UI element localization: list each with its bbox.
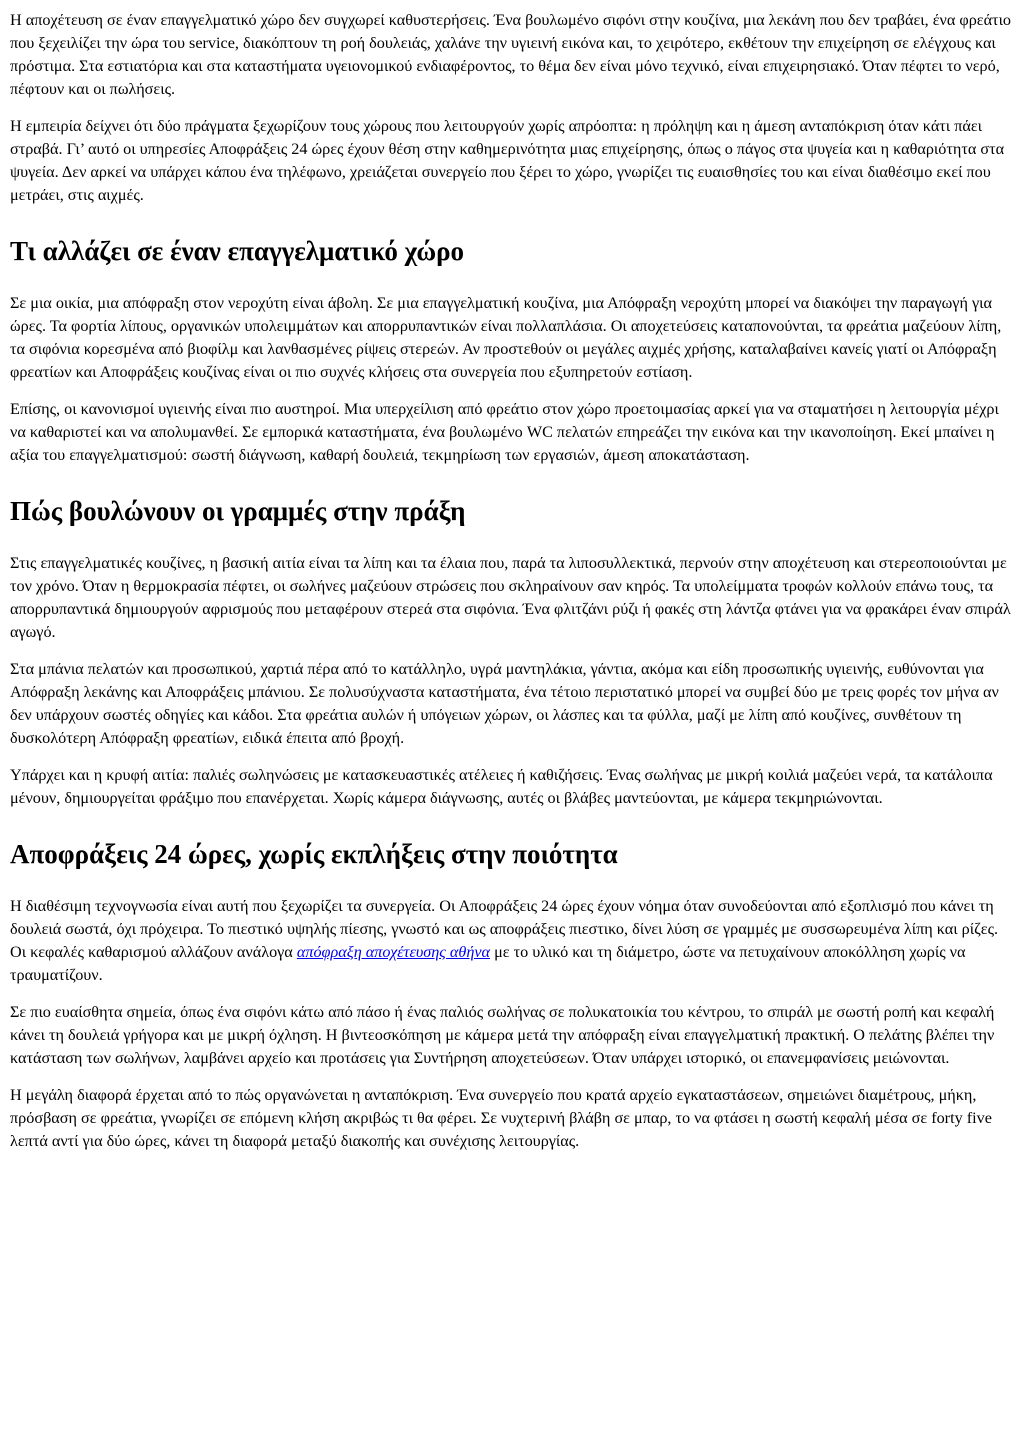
section3-paragraph-3: Η μεγάλη διαφορά έρχεται από το πώς οργανώνεται η ανταπόκριση. Ένα συνεργείο που κρατά αρχείο εγκαταστάσεων, σημειώνει διαμέτρους, μήκη, πρόσβαση σε φρεάτια, γνωρίζει σε επόμενη κλήση ακριβώς τι θα φέρει. Σε νυχτερινή βλάβη σε μπαρ, το να φτάσει η σωστή κεφαλή μέσα σε forty five λεπτά αντί για δύο ώρες, κάνει τη διαφορά μεταξύ διακοπής και συνέχισης λειτουργίας.	[10, 1086, 992, 1150]
section1-paragraph-2: Επίσης, οι κανονισμοί υγιεινής είναι πιο αυστηροί. Μια υπερχείλιση από φρεάτιο στον χώρο προετοιμασίας αρκεί για να σταματήσει η λειτουργία μέχρι να καθαριστεί και να απολυμανθεί. Σε εμπορικά καταστήματα, ένα βουλωμένο WC πελατών επηρεάζει την εικόνα και την ικανοποίηση. Εκεί μπαίνει η αξία του επαγγελματισμού: σωστή διάγνωση, καθαρή δουλειά, τεκμηρίωση των εργασιών, άμεση αποκατάσταση.	[10, 400, 999, 464]
intro-paragraph-1: Η αποχέτευση σε έναν επαγγελματικό χώρο δεν συγχωρεί καθυστερήσεις. Ένα βουλωμένο σιφόνι στην κουζίνα, μια λεκάνη που δεν τραβάει, ένα φρεάτιο που ξεχειλίζει την ώρα του service, διακόπτουν τη ροή δουλειάς, χαλάνε την υγιεινή εικόνα και, το χειρότερο, εκθέτουν την επιχείρηση σε ελέγχους και πρόστιμα. Στα εστιατόρια και στα καταστήματα υγειονομικού ενδιαφέροντος, το θέμα δεν είναι μόνο τεχνικό, είναι επιχειρησιακό. Όταν πέφτει το νερό, πέφτουν και οι πωλήσεις.	[10, 11, 1012, 98]
section-heading-professional-space: Τι αλλάζει σε έναν επαγγελματικό χώρο	[10, 236, 465, 266]
section3-paragraph-1	[10, 895, 1014, 987]
section2-paragraph-3: Υπάρχει και η κρυφή αιτία: παλιές σωληνώσεις με κατασκευαστικές ατέλειες ή καθιζήσεις. Ένας σωλήνας με μικρή κοιλιά μαζεύει νερά, τα κατάλοιπα μένουν, δημιουργείται φράξιμο που επανέρχεται. Χωρίς κάμερα διάγνωσης, αυτές οι βλάβες μαντεύονται, με κάμερα τεκμηριώνονται.	[10, 766, 993, 807]
section3-paragraph-2: Σε πιο ευαίσθητα σημεία, όπως ένα σιφόνι κάτω από πάσο ή ένας παλιός σωλήνας σε πολυκατοικία του κέντρου, το σπιράλ με σωστή ροπή και κεφαλή κάνει τη δουλειά γρήγορα και με μικρή όχληση. Η βιντεοσκόπηση με κάμερα μετά την απόφραξη είναι επαγγελματική πρακτική. Ο πελάτης βλέπει την κατάσταση των σωλήνων, λαμβάνει αρχείο και προτάσεις για Συντήρηση αποχετεύσεων. Όταν υπάρχει ιστορικό, οι επανεμφανίσεις μειώνονται.	[10, 1003, 995, 1067]
section3-paragraph-1-text-before: Η διαθέσιμη τεχνογνωσία είναι αυτή που ξεχωρίζει τα συνεργεία. Οι Αποφράξεις 24 ώρες έχουν νόημα όταν συνοδεύονται από εξοπλισμό που κάνει τη δουλειά σωστά, όχι πρόχειρα. Το πιεστικό υψηλής πίεσης, γνωστό και ως αποφράξεις πιεστικο, δίνει λύση σε γραμμές με συσσωρευμένα λίπη και ρίζες. Οι κεφαλές καθαρισμού αλλάζουν ανάλογα	[10, 897, 999, 961]
section1-paragraph-1: Σε μια οικία, μια απόφραξη στον νεροχύτη είναι άβολη. Σε μια επαγγελματική κουζίνα, μια Απόφραξη νεροχύτη μπορεί να διακόψει την παραγωγή για ώρες. Τα φορτία λίπους, οργανικών υπολειμμάτων και απορρυπαντικών είναι πολλαπλάσια. Οι αποχετεύσεις καταπονούνται, τα φρεάτια μαζεύουν λίπη, τα σιφόνια κορεσμένα από βιοφίλμ και λανθασμένες ρίψεις στερεών. Αν προστεθούν οι μεγάλες αιχμές χρήσης, καταλαβαίνει κανείς γιατί οι Απόφραξη φρεατίων και Αποφράξεις κουζίνας είναι οι πιο συχνές κλήσεις στα συνεργεία που εξυπηρετούν εστίαση.	[10, 294, 1002, 381]
section-heading-24h-unclogging: Αποφράξεις 24 ώρες, χωρίς εκπλήξεις στην ποιότητα	[10, 839, 618, 869]
intro-paragraph-2: Η εμπειρία δείχνει ότι δύο πράγματα ξεχωρίζουν τους χώρους που λειτουργούν χωρίς απρόοπτα: η πρόληψη και η άμεση ανταπόκριση όταν κάτι πάει στραβά. Γι’ αυτό οι υπηρεσίες Αποφράξεις 24 ώρες έχουν θέση στην καθημερινότητα μιας επιχείρησης, όπως ο πάγος στα ψυγεία και η καθαριότητα στα ψυγεία. Δεν αρκεί να υπάρχει κάπου ένα τηλέφωνο, χρειάζεται συνεργείο που ξέρει το χώρο, γνωρίζει τις ευαισθησίες του και είναι διαθέσιμο εκεί που μετράει, στις αιχμές.	[10, 117, 1005, 204]
section2-paragraph-1: Στις επαγγελματικές κουζίνες, η βασική αιτία είναι τα λίπη και τα έλαια που, παρά τα λιποσυλλεκτικά, περνούν στην αποχέτευση και στερεοποιούνται με τον χρόνο. Όταν η θερμοκρασία πέφτει, οι σωλήνες μαζεύουν στρώσεις που σκληραίνουν σαν κηρός. Τα υπολείμματα τροφών κολλούν επάνω τους, τα απορρυπαντικά δημιουργούν αφρισμούς που μεταφέρουν στερεά στα σιφόνια. Ένα φλιτζάνι ρύζι ή φακές στη λάντζα φτάνει για να φρακάρει έναν σπιράλ αγωγό.	[10, 554, 1011, 641]
drain-unclogging-athens-link[interactable]: απόφραξη αποχέτευσης αθήνα	[296, 943, 491, 961]
section-heading-how-lines-clog: Πώς βουλώνουν οι γραμμές στην πράξη	[10, 496, 466, 526]
section2-paragraph-2: Στα μπάνια πελατών και προσωπικού, χαρτιά πέρα από το κατάλληλο, υγρά μαντηλάκια, γάντια, ακόμα και είδη προσωπικής υγιεινής, ευθύνονται για Απόφραξη λεκάνης και Αποφράξεις μπάνιου. Σε πολυσύχναστα καταστήματα, ένα τέτοιο περιστατικό μπορεί να συμβεί δύο με τρεις φορές τον μήνα αν δεν υπάρχουν σωστές οδηγίες και κάδοι. Στα φρεάτια αυλών ή υπόγειων χώρων, οι λάσπες και τα φύλλα, μαζί με λίπη από κουζίνες, συνθέτουν τη δυσκολότερη Απόφραξη φρεατίων, ειδικά έπειτα από βροχή.	[10, 660, 999, 747]
section3-paragraph-1-text-after: με το υλικό και τη διάμετρο, ώστε να πετυχαίνουν αποκόλληση χωρίς να τραυματίζουν.	[10, 943, 966, 984]
